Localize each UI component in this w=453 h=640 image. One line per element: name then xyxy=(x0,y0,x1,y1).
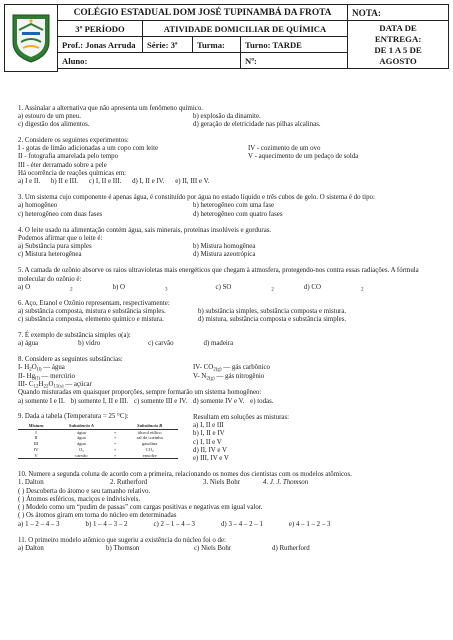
q10-option-c[interactable]: c) 2 – 1 – 4 – 3 xyxy=(153,520,195,528)
school-crest xyxy=(5,5,58,72)
crest-icon xyxy=(9,12,53,64)
question-3 xyxy=(18,194,444,219)
q9-option-a[interactable]: a) I, II e III xyxy=(193,422,224,429)
q4-option-c[interactable]: c) Mistura heterogênea xyxy=(18,251,82,259)
shift-label: Turno: TARDE xyxy=(241,37,348,53)
q6-option-c[interactable]: c) substância composta, elemento químico e mistura. xyxy=(18,316,164,324)
q8-item-i: I- $H_2O_{(l)}$ — água xyxy=(18,364,65,373)
question-2 xyxy=(18,137,444,187)
deadline-line-3: DE 1 A 5 DE xyxy=(374,44,422,55)
q2-option-d[interactable]: d) I, II e IV. xyxy=(132,178,165,186)
question-1 xyxy=(18,105,444,130)
q2-option-e[interactable]: e) II, III e V. xyxy=(175,178,210,186)
q6-option-d[interactable]: d) mistura, substância composta e substância simples. xyxy=(198,316,347,324)
exam-header xyxy=(4,4,448,100)
q7-option-c[interactable]: c) carvão xyxy=(148,340,174,348)
q8-item-iv: IV- $CO_{2(g)}$ — gás carbônico xyxy=(193,364,270,373)
table-row: I água + álcool etílico xyxy=(35,429,162,435)
table-row: III água + gasolina xyxy=(33,441,158,447)
q3-option-a[interactable]: a) homogêneo xyxy=(18,202,58,210)
question-6-stem: 6. Aço, Etanol e Ozônio representam, respectivamente: xyxy=(18,299,170,307)
questions xyxy=(18,97,444,553)
question-10 xyxy=(18,471,444,529)
question-3-stem: 3. Um sistema cujo componente é apenas água, é constituído por água no estado líquido e três cubos de gelo. O sistema é do tipo: xyxy=(18,194,375,202)
q4-option-a[interactable]: a) Substância pura simples xyxy=(18,243,92,251)
student-number-field[interactable]: Nº: xyxy=(241,53,348,69)
table-header-mixture: Mistura xyxy=(18,423,54,429)
question-8-stem: 8. Considere as seguintes substâncias: xyxy=(18,356,123,364)
q2-item-iv: IV - cozimento de um ovo xyxy=(248,145,321,153)
q9-option-b[interactable]: b) I, II e IV xyxy=(193,430,225,438)
q10-name-4: 4. J. J. Thomson xyxy=(263,479,309,487)
q8-ask: Quando misturadas em quaisquer proporções, sempre formarão um sistema homogêneo: xyxy=(18,389,262,397)
q9-option-d[interactable]: d) II, IV e V xyxy=(193,446,227,454)
q10-option-e[interactable]: e) 4 – 1 – 2 – 3 xyxy=(288,520,331,528)
q6-option-a[interactable]: a) substância composta, mistura e substância simples. xyxy=(18,307,166,315)
q10-item-3[interactable]: ( ) Modelo como um “pudim de passas” com cargas positivas e negativas em igual valor. xyxy=(18,504,263,512)
mixtures-table xyxy=(18,423,178,460)
question-11 xyxy=(18,537,444,554)
question-11-stem: 11. O primeiro modelo atômico que sugeriu a existência do núcleo foi o de: xyxy=(18,536,226,544)
q2-item-i: I - gotas de limão adicionadas a um copo com leite xyxy=(18,145,159,153)
grade-level: Série: 3ª xyxy=(143,37,193,53)
activity-title: ATIVIDADE DOMICILIAR DE QUÍMICA xyxy=(143,21,348,37)
student-name-field[interactable]: Aluno: xyxy=(58,53,241,69)
q10-item-2[interactable]: ( ) Átomos esféricos, maciços e indivisíveis. xyxy=(18,495,141,503)
q2-item-ii: II - fotografia amarelada pelo tempo xyxy=(18,153,119,161)
q2-option-b[interactable]: b) II e III. xyxy=(50,178,79,186)
q5-option-a[interactable]: a) O $_2$ xyxy=(18,283,73,293)
q9-option-e[interactable]: e) III, IV e V xyxy=(193,455,229,463)
question-4 xyxy=(18,227,444,260)
question-6 xyxy=(18,300,444,325)
q8-option-d[interactable]: d) somente IV e V. xyxy=(192,397,245,405)
q8-option-c[interactable]: c) somente III e IV. xyxy=(133,397,188,405)
question-8 xyxy=(18,356,444,406)
q8-option-b[interactable]: b) somente I, II e III. xyxy=(70,397,129,405)
deadline-box xyxy=(348,21,449,69)
q4-ask: Podemos afirmar que o leite é: xyxy=(18,234,103,242)
q8-option-e[interactable]: e) todas. xyxy=(250,397,274,405)
q3-option-c[interactable]: c) heterogêneo com duas fases xyxy=(18,210,103,218)
q1-option-a[interactable]: a) estouro de um pneu. xyxy=(18,112,81,120)
table-row: V carvão + enxofre xyxy=(18,453,178,459)
teacher-name: Prof.: Jonas Arruda xyxy=(58,37,143,53)
question-9 xyxy=(18,413,444,463)
period-label: 3º PERÍODO xyxy=(58,21,143,37)
grade-field-label: NOTA: xyxy=(348,5,449,21)
q4-option-b[interactable]: b) Mistura homogênea xyxy=(193,243,256,251)
deadline-line-4: AGOSTO xyxy=(379,55,417,66)
q7-option-b[interactable]: b) vidro xyxy=(78,340,101,348)
q1-option-c[interactable]: c) digestão dos alimentos. xyxy=(18,121,90,129)
q11-option-a[interactable]: a) Dalton xyxy=(18,544,44,552)
school-name: COLÉGIO ESTADUAL DOM JOSÉ TUPINAMBÁ DA FROTA xyxy=(58,5,348,21)
question-7-stem: 7. É exemplo de substância simples o(a): xyxy=(18,332,131,340)
q4-option-d[interactable]: d) Mistura azeotrópica xyxy=(193,251,256,259)
q10-name-3: 3. Niels Bohr xyxy=(203,479,240,487)
deadline-line-2: ENTREGA: xyxy=(374,33,422,44)
question-5-stem: 5. A camada de ozônio absorve os raios ultravioletas mais energéticos que chegam à atmosfera, protegendo-nos contra essas radiações. A fórmula molecular do ozônio é: xyxy=(18,267,419,283)
q9-option-c[interactable]: c) I, II e V xyxy=(193,438,222,446)
question-2-stem: 2. Considere os seguintes experimentos: xyxy=(18,136,129,144)
q10-item-4[interactable]: ( ) Os átomos giram em torna do núcleo em determinadas xyxy=(18,512,177,520)
question-4-stem: 4. O leite usado na alimentação contém água, sais minerais, proteínas insolúveis e gorduras. xyxy=(18,226,272,234)
q10-option-b[interactable]: b) 1 – 4 – 3 – 2 xyxy=(85,520,128,528)
table-row: II água + sal de cozinha xyxy=(34,435,163,441)
q5-option-c[interactable]: c) SO $_2$ xyxy=(215,283,274,293)
q10-item-1[interactable]: ( ) Descoberta do átomo e seu tamanho relativo. xyxy=(18,487,151,495)
q1-option-d[interactable]: d) geração de eletricidade nas pilhas alcalinas. xyxy=(193,121,321,129)
q2-option-a[interactable]: a) I e II. xyxy=(18,178,41,186)
table-row: IV O₂ + CO₂ xyxy=(33,446,154,452)
q2-ask: Há ocorrência de reações químicas em: xyxy=(18,170,127,178)
q8-item-ii: II- $Hg_{(l)}$ — mercúrio xyxy=(18,372,75,382)
q7-option-d[interactable]: d) madeira xyxy=(203,340,234,348)
deadline-line-1: DATA DE xyxy=(379,22,417,33)
question-9-stem: 9. Dada a tabela (Temperatura = 25 °C): xyxy=(18,413,129,421)
table-header-substance-b: Substância B xyxy=(121,423,178,429)
q8-option-a[interactable]: a) somente I e II. xyxy=(18,397,65,405)
class-label: Turma: xyxy=(193,37,241,53)
q2-item-v: V - aquecimento de um pedaço de solda xyxy=(248,153,359,161)
q10-option-d[interactable]: d) 3 – 4 – 2 – 1 xyxy=(220,520,263,528)
q7-option-a[interactable]: a) água xyxy=(18,340,39,348)
question-10-stem: 10. Numere a segunda coluna de acordo com a primeira, relacionando os nomes dos cientistas com os modelos atômicos. xyxy=(18,470,352,478)
q10-name-1: 1. Dalton xyxy=(18,479,44,487)
question-5 xyxy=(18,267,444,292)
q5-option-b[interactable]: b) O $_3$ xyxy=(112,283,168,293)
q3-option-d[interactable]: d) heterogêneo com quatro fases xyxy=(193,210,283,218)
q8-item-v: V- $N_{2(g)}$ — gás nitrogênio xyxy=(193,372,265,382)
q8-item-iii: III- $C_{12}H_{22}O_{11(s)}$ — açúcar xyxy=(18,381,92,390)
q9-ask: Resultam em soluções as misturas: xyxy=(193,413,290,421)
q2-item-iii: III - éter derramado sobre a pele xyxy=(18,161,107,169)
q2-option-c[interactable]: c) I, II e III. xyxy=(88,178,122,186)
q3-option-b[interactable]: b) heterogêneo com uma fase xyxy=(193,202,275,210)
q6-option-b[interactable]: b) substância simples, substância composta e mistura. xyxy=(198,307,347,315)
question-7 xyxy=(18,332,444,349)
q11-option-c[interactable]: c) Niels Bohr xyxy=(194,544,232,552)
q5-option-d[interactable]: d) CO $_2$ xyxy=(303,283,364,293)
q1-option-b[interactable]: b) explosão da dinamite. xyxy=(193,112,261,120)
q11-option-d[interactable]: d) Rutherford xyxy=(272,544,310,552)
q10-option-a[interactable]: a) 1 – 2 – 4 – 3 xyxy=(18,520,60,528)
q11-option-b[interactable]: b) Thomson xyxy=(106,544,140,552)
table-header-substance-a: Substância A xyxy=(54,423,109,429)
question-1-stem: 1. Assinalar a alternativa que não apresenta um fenômeno químico. xyxy=(18,104,204,112)
q10-name-2: 2. Rutherford xyxy=(110,479,148,487)
